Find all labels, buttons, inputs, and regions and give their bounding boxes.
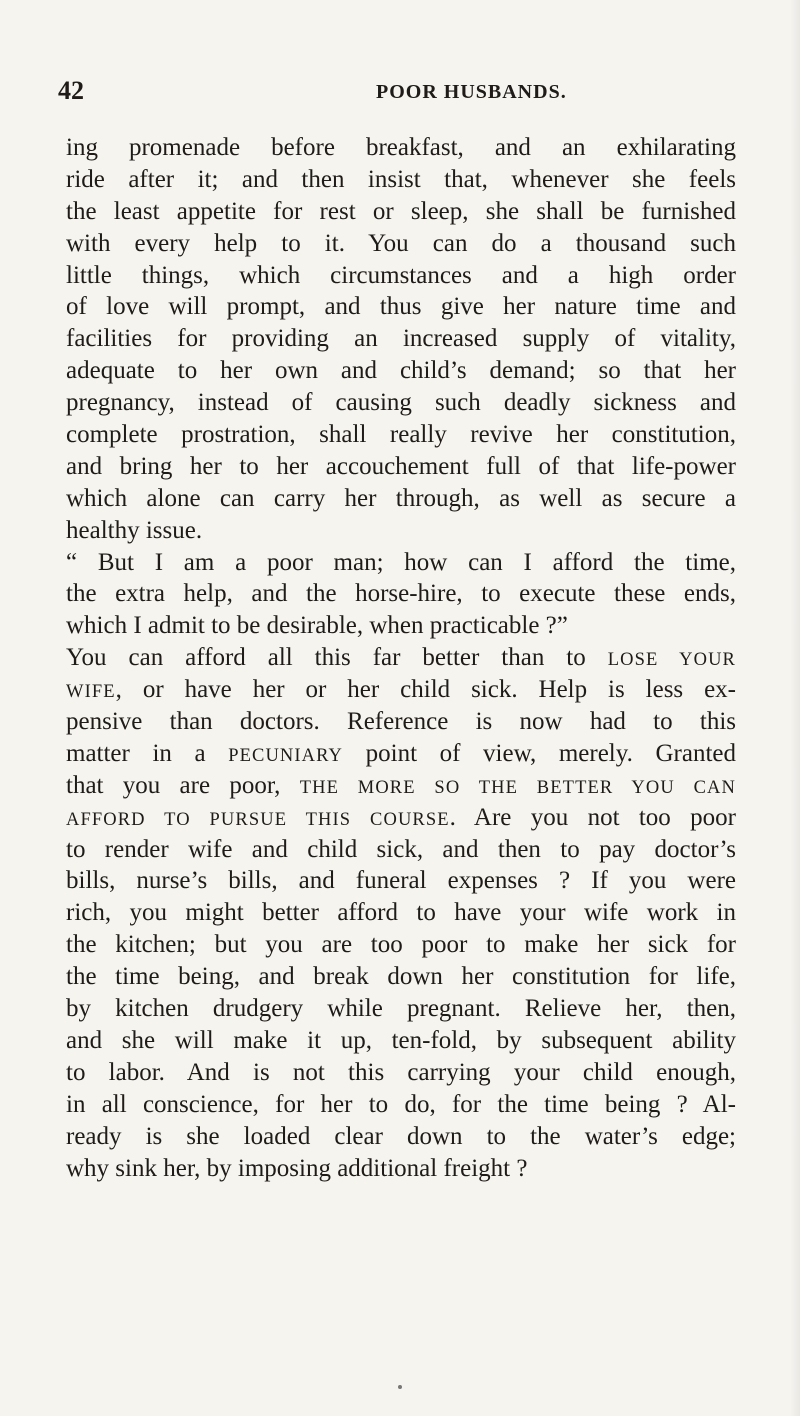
text-line: [66, 674, 736, 706]
line-text: matter in a: [66, 739, 229, 767]
line-text: with every help to it. You can do a thousand such: [66, 229, 736, 257]
small-caps-text: AFFORD TO PURSUE THIS COURSE: [66, 809, 450, 830]
line-text: which I admit to be desirable, when practicable ?”: [66, 612, 568, 640]
text-line: [66, 1089, 736, 1121]
text-line: [66, 451, 736, 483]
page-speck: [398, 1385, 402, 1389]
text-line: [66, 132, 736, 164]
small-caps-text: WIFE: [66, 682, 116, 703]
text-line: [66, 228, 736, 260]
text-line: [66, 323, 736, 355]
text-line: [66, 865, 736, 897]
line-text: “ But I am a poor man; how can I afford the time,: [66, 548, 736, 576]
text-line: [66, 706, 736, 738]
text-line: [66, 642, 736, 674]
line-text: little things, which circumstances and a high order: [66, 261, 736, 289]
line-text: in all conscience, for her to do, for the time being ? Al-: [66, 1090, 736, 1118]
page-number: 42: [58, 76, 84, 105]
text-line: [66, 1121, 736, 1153]
text-line: [66, 897, 736, 929]
text-line: [66, 802, 736, 834]
text-line: [66, 419, 736, 451]
line-text: why sink her, by imposing additional freight ?: [66, 1154, 528, 1182]
text-line: [66, 260, 736, 292]
line-text: the least appetite for rest or sleep, she shall be furnished: [66, 197, 736, 225]
line-text: which alone can carry her through, as well as secure a: [66, 484, 736, 512]
line-text: . Are you not too poor: [449, 803, 736, 831]
text-line: [66, 993, 736, 1025]
text-line: [66, 483, 736, 515]
line-text: pregnancy, instead of causing such deadly sickness and: [66, 389, 736, 417]
body-text: [66, 132, 736, 1184]
line-text: ing promenade before breakfast, and an exhilarating: [66, 134, 736, 161]
page-edge-shadow: [790, 0, 800, 1416]
text-line: [66, 291, 736, 323]
text-line: [66, 1025, 736, 1057]
line-text: bills, nurse’s bills, and funeral expenses ? If you were: [66, 867, 736, 895]
text-line: [66, 961, 736, 993]
line-text: pensive than doctors. Reference is now had to this: [66, 708, 736, 736]
line-text: , or have her or her child sick. Help is less ex-: [115, 676, 736, 704]
text-line: [66, 770, 736, 802]
page-header: [58, 76, 758, 106]
line-text: facilities for providing an increased supply of vitality,: [66, 325, 736, 353]
text-line: [66, 1057, 736, 1089]
line-text: to labor. And is not this carrying your child enough,: [66, 1058, 736, 1086]
text-line: [66, 834, 736, 866]
line-text: rich, you might better afford to have your wife work in: [66, 899, 736, 927]
line-text: by kitchen drudgery while pregnant. Relieve her, then,: [66, 995, 736, 1023]
line-text: complete prostration, shall really revive her constitution,: [66, 421, 736, 449]
text-line: [66, 515, 736, 547]
text-line: [66, 1153, 736, 1185]
line-text: ready is she loaded clear down to the water’s edge;: [66, 1122, 736, 1150]
line-text: to render wife and child sick, and then to pay doctor’s: [66, 835, 736, 863]
small-caps-text: LOSE YOUR: [607, 650, 736, 671]
line-text: adequate to her own and child’s demand; so that her: [66, 357, 736, 385]
text-line: [66, 929, 736, 961]
line-text: healthy issue.: [66, 516, 203, 544]
line-text: of love will prompt, and thus give her nature time and: [66, 293, 736, 321]
line-text: and bring her to her accouchement full of that life-power: [66, 452, 736, 480]
line-text: point of view, merely. Granted: [343, 739, 736, 767]
line-text: You can afford all this far better than to: [66, 644, 608, 672]
text-line: [66, 578, 736, 610]
line-text: the time being, and break down her constitution for life,: [66, 963, 736, 991]
text-line: [66, 196, 736, 228]
line-text: the extra help, and the horse-hire, to execute these ends,: [66, 580, 736, 608]
small-caps-text: PECUNIARY: [228, 745, 344, 766]
text-line: [66, 547, 736, 579]
text-line: [66, 738, 736, 770]
line-text: that you are poor,: [66, 771, 300, 799]
text-line: [66, 610, 736, 642]
line-text: the kitchen; but you are too poor to make her sick for: [66, 931, 736, 959]
text-line: [66, 387, 736, 419]
line-text: and she will make it up, ten-fold, by subsequent ability: [66, 1026, 736, 1054]
text-line: [66, 164, 736, 196]
small-caps-text: THE MORE SO THE BETTER YOU CAN: [299, 777, 736, 798]
line-text: ride after it; and then insist that, whenever she feels: [66, 165, 736, 193]
running-head: POOR HUSBANDS.: [376, 81, 567, 103]
text-line: [66, 355, 736, 387]
